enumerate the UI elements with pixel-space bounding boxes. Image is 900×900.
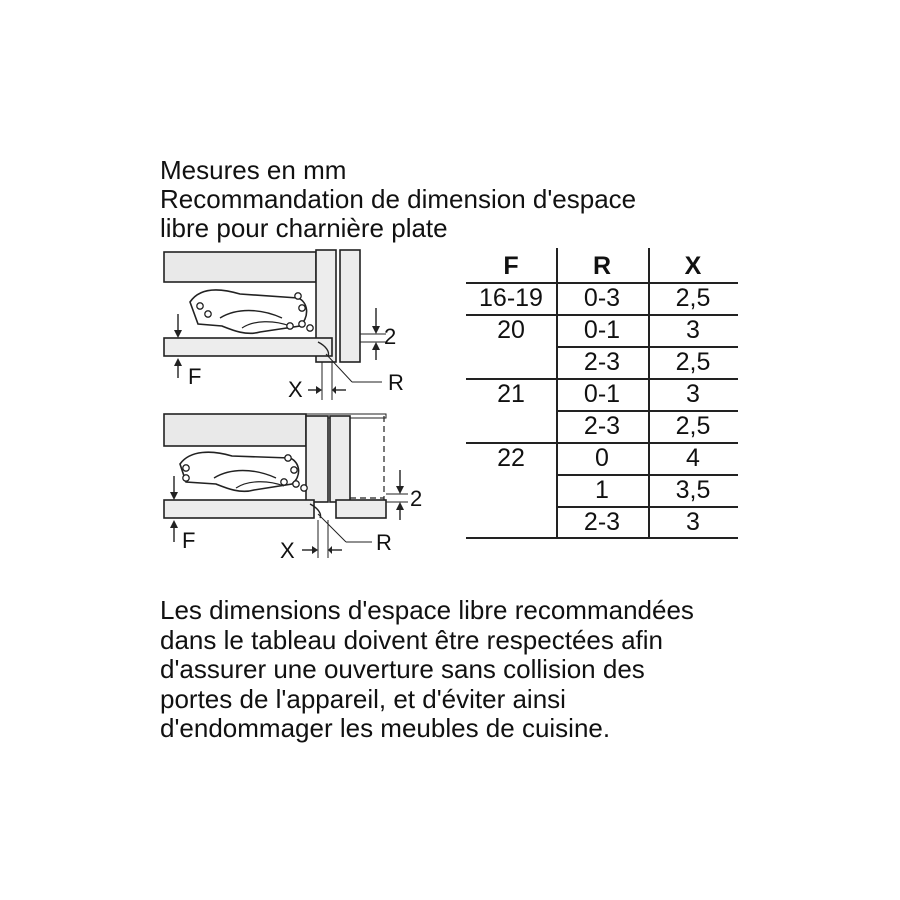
table-cell-x: 3 xyxy=(686,380,700,408)
footer-line: dans le tableau doivent être respectées afin xyxy=(160,624,664,655)
heading xyxy=(160,156,636,243)
table-cell-x: 2,5 xyxy=(675,284,711,312)
table-cell-x: 2,5 xyxy=(675,348,711,376)
label-gap-bottom: 2 xyxy=(410,486,423,511)
table-cell-f: 20 xyxy=(497,316,525,344)
label-f-bottom: F xyxy=(182,528,196,553)
clearance-table xyxy=(466,248,738,538)
table-cell-x: 2,5 xyxy=(675,412,711,440)
top-hinge-diagram xyxy=(164,250,404,402)
label-r-bottom: R xyxy=(376,530,392,555)
heading-title-line2: libre pour charnière plate xyxy=(160,213,448,243)
table-cell-f: 16-19 xyxy=(479,284,543,312)
heading-title-line1: Recommandation de dimension d'espace xyxy=(160,184,637,214)
footer-line: Les dimensions d'espace libre recommandées xyxy=(160,595,694,625)
table-cell-r: 2-3 xyxy=(583,508,621,536)
label-gap-top: 2 xyxy=(384,324,397,349)
label-x-bottom: X xyxy=(280,538,295,563)
table-cell-f: 21 xyxy=(497,380,525,408)
footer-line: d'endommager les meubles de cuisine. xyxy=(160,713,611,743)
table-header-f: F xyxy=(503,252,519,280)
label-f-top: F xyxy=(188,364,202,389)
table-cell-f: 22 xyxy=(497,444,525,472)
hinge-diagram xyxy=(150,242,440,572)
table-cell-x: 3 xyxy=(686,316,700,344)
footer-line: d'assurer une ouverture sans collision des xyxy=(160,654,645,684)
label-r-top: R xyxy=(388,370,404,395)
table-cell-r: 0-3 xyxy=(583,284,621,312)
bottom-hinge-diagram xyxy=(164,414,422,563)
footer-line: portes de l'appareil, et d'éviter ainsi xyxy=(160,683,566,714)
table-cell-r: 2-3 xyxy=(583,348,621,376)
table-cell-x: 3,5 xyxy=(675,476,711,504)
table-cell-r: 0 xyxy=(595,444,609,472)
heading-units: Mesures en mm xyxy=(160,155,347,185)
table-cell-r: 1 xyxy=(595,476,609,504)
table-header-r: R xyxy=(592,252,612,280)
table-cell-r: 0-1 xyxy=(583,380,621,408)
table-cell-r: 0-1 xyxy=(583,316,621,344)
footer-note xyxy=(160,596,694,744)
table-cell-x: 3 xyxy=(686,508,700,536)
table-cell-r: 2-3 xyxy=(583,412,621,440)
label-x-top: X xyxy=(288,377,303,402)
table-cell-x: 4 xyxy=(686,444,700,472)
table-header-x: X xyxy=(684,252,702,280)
